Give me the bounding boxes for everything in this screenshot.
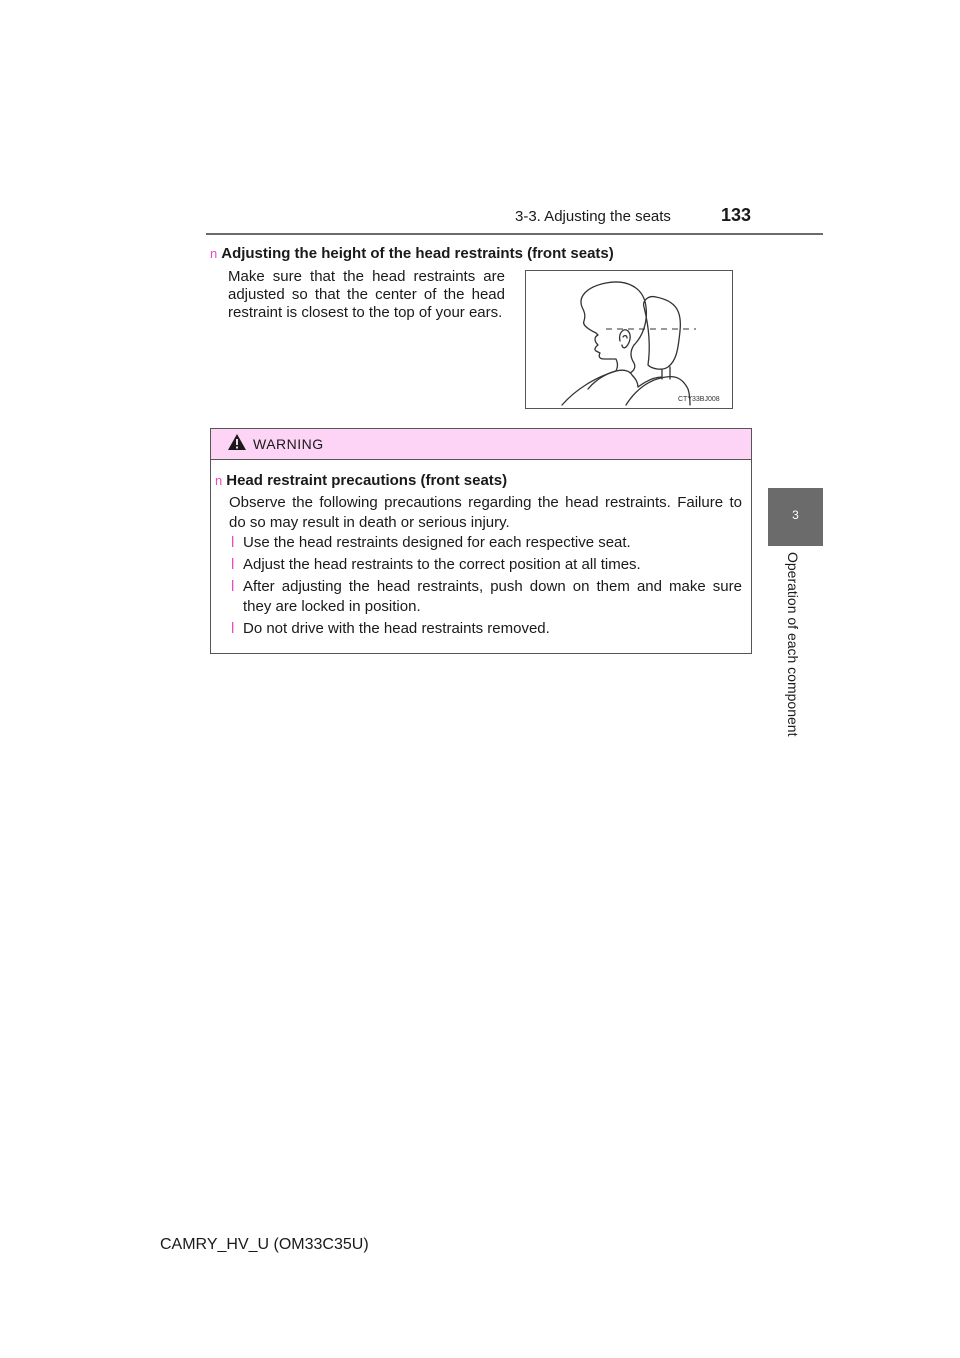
figure-code: CTY33BJ008 (678, 396, 720, 403)
item-bullet: l (231, 556, 235, 573)
chapter-tab (768, 488, 823, 546)
section-title: 3-3. Adjusting the seats (515, 208, 671, 225)
section-heading (210, 245, 614, 262)
heading-bullet: n (210, 246, 218, 261)
warning-item-text: After adjusting the head restraints, push down on them and make sure they are locked in position. (243, 578, 742, 615)
footer-model-code: CAMRY_HV_U (OM33C35U) (160, 1236, 369, 1253)
chapter-number: 3 (792, 508, 799, 522)
warning-item (229, 555, 742, 575)
item-bullet: l (231, 578, 235, 595)
head-restraint-illustration-icon (526, 271, 732, 408)
warning-item (229, 533, 742, 553)
chapter-title: Operation of each component (785, 552, 801, 737)
warning-header (211, 429, 751, 460)
warning-item (229, 577, 742, 617)
item-bullet: l (231, 534, 235, 551)
warning-triangle-icon (227, 433, 247, 456)
item-bullet: l (231, 620, 235, 637)
warning-item (229, 619, 742, 639)
warning-label: WARNING (253, 436, 324, 452)
warning-body: Observe the following precautions regarding the head restraints. Failure to do so may result in death or serious injury. (229, 494, 742, 531)
heading-text: Adjusting the height of the head restraints (front seats) (221, 245, 614, 262)
warning-item-text: Adjust the head restraints to the correct position at all times. (243, 556, 641, 573)
header-rule (206, 233, 823, 235)
intro-paragraph: Make sure that the head restraints are adjusted so that the center of the head restraint is closest to the top of your ears. (228, 268, 505, 321)
warning-title-text: Head restraint precautions (front seats) (226, 472, 508, 489)
warning-item-text: Use the head restraints designed for each respective seat. (243, 534, 631, 551)
page-number: 133 (721, 205, 752, 225)
warning-title (211, 472, 507, 489)
head-restraint-figure (525, 270, 733, 409)
warning-title-bullet: n (215, 473, 223, 488)
warning-box (210, 428, 752, 654)
warning-item-text: Do not drive with the head restraints removed. (243, 620, 550, 637)
